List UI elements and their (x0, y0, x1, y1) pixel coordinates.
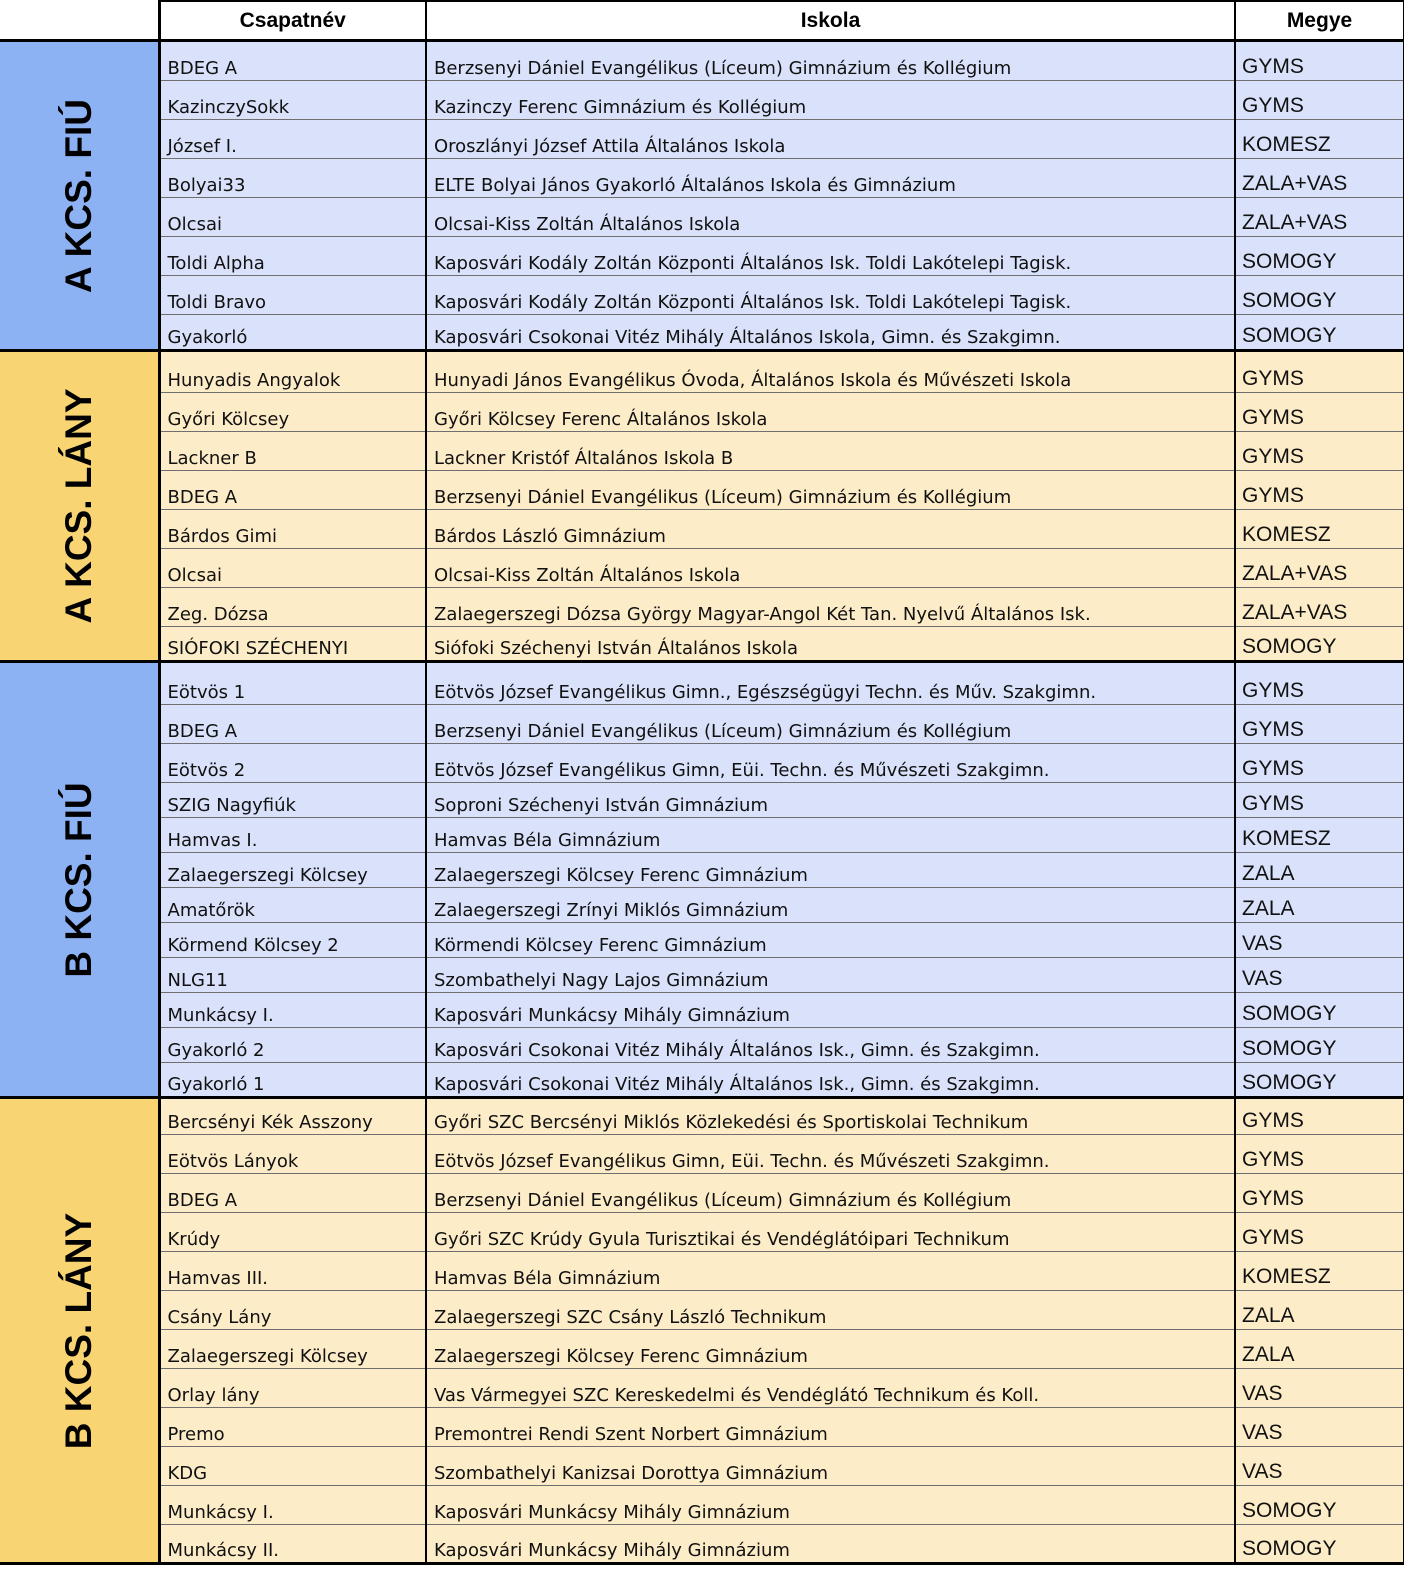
school-cell: Lackner Kristóf Általános Iskola B (426, 432, 1235, 471)
team-cell: Hunyadis Angyalok (159, 351, 426, 393)
school-cell: Hamvas Béla Gimnázium (426, 818, 1235, 853)
table-row (0, 783, 1404, 818)
school-cell: Kaposvári Munkácsy Mihály Gimnázium (426, 1486, 1235, 1525)
school-cell: Kazinczy Ferenc Gimnázium és Kollégium (426, 81, 1235, 120)
school-cell: Hunyadi János Evangélikus Óvoda, Általános Iskola és Művészeti Iskola (426, 351, 1235, 393)
county-cell: VAS (1235, 1369, 1404, 1408)
team-cell: Hamvas I. (159, 818, 426, 853)
table-row (0, 744, 1404, 783)
school-cell: Kaposvári Munkácsy Mihály Gimnázium (426, 1525, 1235, 1564)
county-cell: SOMOGY (1235, 1525, 1404, 1564)
school-cell: Kaposvári Csokonai Vitéz Mihály Általános Isk., Gimn. és Szakgimn. (426, 1063, 1235, 1098)
school-cell: Olcsai-Kiss Zoltán Általános Iskola (426, 549, 1235, 588)
school-cell: Olcsai-Kiss Zoltán Általános Iskola (426, 198, 1235, 237)
county-cell: SOMOGY (1235, 237, 1404, 276)
school-cell: Oroszlányi József Attila Általános Iskola (426, 120, 1235, 159)
table-row (0, 471, 1404, 510)
school-cell: Bárdos László Gimnázium (426, 510, 1235, 549)
school-cell: Berzsenyi Dániel Evangélikus (Líceum) Gimnázium és Kollégium (426, 471, 1235, 510)
table-row (0, 432, 1404, 471)
county-cell: GYMS (1235, 783, 1404, 818)
school-cell: Eötvös József Evangélikus Gimn, Eüi. Techn. és Művészeti Szakgimn. (426, 1135, 1235, 1174)
table-row (0, 923, 1404, 958)
county-cell: SOMOGY (1235, 1486, 1404, 1525)
school-cell: Zalaegerszegi Zrínyi Miklós Gimnázium (426, 888, 1235, 923)
school-cell: ELTE Bolyai János Gyakorló Általános Iskola és Gimnázium (426, 159, 1235, 198)
table-row (0, 993, 1404, 1028)
team-cell: Munkácsy I. (159, 1486, 426, 1525)
team-cell: Amatőrök (159, 888, 426, 923)
county-cell: GYMS (1235, 705, 1404, 744)
team-cell: BDEG A (159, 705, 426, 744)
county-cell: ZALA (1235, 1291, 1404, 1330)
table-row (0, 120, 1404, 159)
table-row (0, 1408, 1404, 1447)
table-row (0, 1213, 1404, 1252)
school-cell: Körmendi Kölcsey Ferenc Gimnázium (426, 923, 1235, 958)
team-cell: Zeg. Dózsa (159, 588, 426, 627)
group-label: B KCS. FIÚ (57, 781, 99, 978)
team-cell: Krúdy (159, 1213, 426, 1252)
school-cell: Kaposvári Csokonai Vitéz Mihály Általános Iskola, Gimn. és Szakgimn. (426, 315, 1235, 351)
school-cell: Zalaegerszegi Dózsa György Magyar-Angol Két Tan. Nyelvű Általános Isk. (426, 588, 1235, 627)
team-cell: NLG11 (159, 958, 426, 993)
team-cell: Lackner B (159, 432, 426, 471)
county-cell: KOMESZ (1235, 510, 1404, 549)
team-cell: Orlay lány (159, 1369, 426, 1408)
group-label-cell (0, 41, 159, 351)
team-cell: SZIG Nagyfiúk (159, 783, 426, 818)
team-cell: Bercsényi Kék Asszony (159, 1098, 426, 1135)
county-cell: SOMOGY (1235, 276, 1404, 315)
team-cell: Eötvös Lányok (159, 1135, 426, 1174)
group-label: A KCS. FIÚ (57, 98, 99, 293)
county-cell: GYMS (1235, 432, 1404, 471)
table-row (0, 41, 1404, 81)
table-body (0, 41, 1404, 1564)
county-cell: ZALA (1235, 853, 1404, 888)
county-cell: ZALA+VAS (1235, 159, 1404, 198)
school-cell: Kaposvári Kodály Zoltán Központi Általános Isk. Toldi Lakótelepi Tagisk. (426, 276, 1235, 315)
table-row (0, 818, 1404, 853)
school-cell: Zalaegerszegi Kölcsey Ferenc Gimnázium (426, 853, 1235, 888)
table-row (0, 276, 1404, 315)
county-cell: GYMS (1235, 1174, 1404, 1213)
table-row (0, 1291, 1404, 1330)
team-cell: Zalaegerszegi Kölcsey (159, 1330, 426, 1369)
header-school: Iskola (426, 1, 1235, 41)
school-cell: Kaposvári Munkácsy Mihály Gimnázium (426, 993, 1235, 1028)
table-row (0, 662, 1404, 705)
table-row (0, 81, 1404, 120)
county-cell: KOMESZ (1235, 120, 1404, 159)
group-label-cell (0, 1098, 159, 1564)
school-cell: Zalaegerszegi Kölcsey Ferenc Gimnázium (426, 1330, 1235, 1369)
team-cell: Gyakorló 2 (159, 1028, 426, 1063)
team-cell: BDEG A (159, 41, 426, 81)
county-cell: GYMS (1235, 1213, 1404, 1252)
school-cell: Győri SZC Krúdy Gyula Turisztikai és Vendéglátóipari Technikum (426, 1213, 1235, 1252)
team-cell: BDEG A (159, 1174, 426, 1213)
team-cell: Körmend Kölcsey 2 (159, 923, 426, 958)
table-row (0, 958, 1404, 993)
team-cell: Gyakorló (159, 315, 426, 351)
county-cell: VAS (1235, 923, 1404, 958)
school-cell: Vas Vármegyei SZC Kereskedelmi és Vendéglátó Technikum és Koll. (426, 1369, 1235, 1408)
county-cell: GYMS (1235, 351, 1404, 393)
county-cell: SOMOGY (1235, 1063, 1404, 1098)
school-cell: Berzsenyi Dániel Evangélikus (Líceum) Gimnázium és Kollégium (426, 1174, 1235, 1213)
team-cell: Eötvös 1 (159, 662, 426, 705)
table-row (0, 1063, 1404, 1098)
team-cell: József I. (159, 120, 426, 159)
table-row (0, 1447, 1404, 1486)
team-cell: Toldi Bravo (159, 276, 426, 315)
table-row (0, 315, 1404, 351)
school-cell: Siófoki Széchenyi István Általános Iskola (426, 627, 1235, 662)
table-row (0, 1135, 1404, 1174)
header-county: Megye (1235, 1, 1404, 41)
county-cell: GYMS (1235, 471, 1404, 510)
school-cell: Kaposvári Kodály Zoltán Központi Általános Isk. Toldi Lakótelepi Tagisk. (426, 237, 1235, 276)
county-cell: VAS (1235, 958, 1404, 993)
table-row (0, 198, 1404, 237)
table-row (0, 351, 1404, 393)
team-cell: Toldi Alpha (159, 237, 426, 276)
table-row (0, 1252, 1404, 1291)
county-cell: VAS (1235, 1408, 1404, 1447)
team-cell: Gyakorló 1 (159, 1063, 426, 1098)
county-cell: GYMS (1235, 662, 1404, 705)
school-cell: Győri SZC Bercsényi Miklós Közlekedési és Sportiskolai Technikum (426, 1098, 1235, 1135)
county-cell: VAS (1235, 1447, 1404, 1486)
county-cell: GYMS (1235, 744, 1404, 783)
county-cell: GYMS (1235, 393, 1404, 432)
school-cell: Eötvös József Evangélikus Gimn, Eüi. Techn. és Művészeti Szakgimn. (426, 744, 1235, 783)
team-cell: Hamvas III. (159, 1252, 426, 1291)
county-cell: GYMS (1235, 41, 1404, 81)
team-cell: Zalaegerszegi Kölcsey (159, 853, 426, 888)
header-row (0, 1, 1404, 41)
table-row (0, 237, 1404, 276)
team-cell: Munkácsy II. (159, 1525, 426, 1564)
county-cell: GYMS (1235, 1135, 1404, 1174)
school-cell: Hamvas Béla Gimnázium (426, 1252, 1235, 1291)
group-label: B KCS. LÁNY (57, 1212, 99, 1449)
county-cell: ZALA+VAS (1235, 198, 1404, 237)
header-team: Csapatnév (159, 1, 426, 41)
header-corner-cell (0, 1, 159, 41)
table-row (0, 705, 1404, 744)
table-row (0, 1486, 1404, 1525)
table-row (0, 1028, 1404, 1063)
team-cell: Olcsai (159, 549, 426, 588)
table-row (0, 1174, 1404, 1213)
county-cell: ZALA (1235, 1330, 1404, 1369)
team-cell: KazinczySokk (159, 81, 426, 120)
school-cell: Premontrei Rendi Szent Norbert Gimnázium (426, 1408, 1235, 1447)
county-cell: ZALA+VAS (1235, 588, 1404, 627)
team-cell: Munkácsy I. (159, 993, 426, 1028)
table-row (0, 510, 1404, 549)
team-cell: Bolyai33 (159, 159, 426, 198)
team-cell: Győri Kölcsey (159, 393, 426, 432)
table-row (0, 159, 1404, 198)
county-cell: SOMOGY (1235, 627, 1404, 662)
county-cell: SOMOGY (1235, 1028, 1404, 1063)
team-cell: SIÓFOKI SZÉCHENYI (159, 627, 426, 662)
county-cell: SOMOGY (1235, 993, 1404, 1028)
county-cell: ZALA (1235, 888, 1404, 923)
group-label-cell (0, 662, 159, 1098)
table-row (0, 1330, 1404, 1369)
school-cell: Szombathelyi Kanizsai Dorottya Gimnázium (426, 1447, 1235, 1486)
group-label-cell (0, 351, 159, 662)
team-cell: Csány Lány (159, 1291, 426, 1330)
school-cell: Berzsenyi Dániel Evangélikus (Líceum) Gimnázium és Kollégium (426, 41, 1235, 81)
team-cell: Eötvös 2 (159, 744, 426, 783)
table-row (0, 393, 1404, 432)
county-cell: SOMOGY (1235, 315, 1404, 351)
team-cell: BDEG A (159, 471, 426, 510)
county-cell: GYMS (1235, 81, 1404, 120)
table-row (0, 1098, 1404, 1135)
team-cell: Premo (159, 1408, 426, 1447)
team-cell: Bárdos Gimi (159, 510, 426, 549)
table-row (0, 853, 1404, 888)
school-cell: Kaposvári Csokonai Vitéz Mihály Általános Isk., Gimn. és Szakgimn. (426, 1028, 1235, 1063)
school-cell: Soproni Széchenyi István Gimnázium (426, 783, 1235, 818)
county-cell: GYMS (1235, 1098, 1404, 1135)
county-cell: KOMESZ (1235, 1252, 1404, 1291)
county-cell: ZALA+VAS (1235, 549, 1404, 588)
group-label: A KCS. LÁNY (57, 388, 99, 624)
table-row (0, 1525, 1404, 1564)
team-cell: Olcsai (159, 198, 426, 237)
school-cell: Győri Kölcsey Ferenc Általános Iskola (426, 393, 1235, 432)
school-cell: Berzsenyi Dániel Evangélikus (Líceum) Gimnázium és Kollégium (426, 705, 1235, 744)
team-cell: KDG (159, 1447, 426, 1486)
table-row (0, 1369, 1404, 1408)
school-cell: Zalaegerszegi SZC Csány László Technikum (426, 1291, 1235, 1330)
table-row (0, 888, 1404, 923)
county-cell: KOMESZ (1235, 818, 1404, 853)
table-row (0, 549, 1404, 588)
school-cell: Szombathelyi Nagy Lajos Gimnázium (426, 958, 1235, 993)
school-cell: Eötvös József Evangélikus Gimn., Egészségügyi Techn. és Műv. Szakgimn. (426, 662, 1235, 705)
table-row (0, 627, 1404, 662)
table-row (0, 588, 1404, 627)
